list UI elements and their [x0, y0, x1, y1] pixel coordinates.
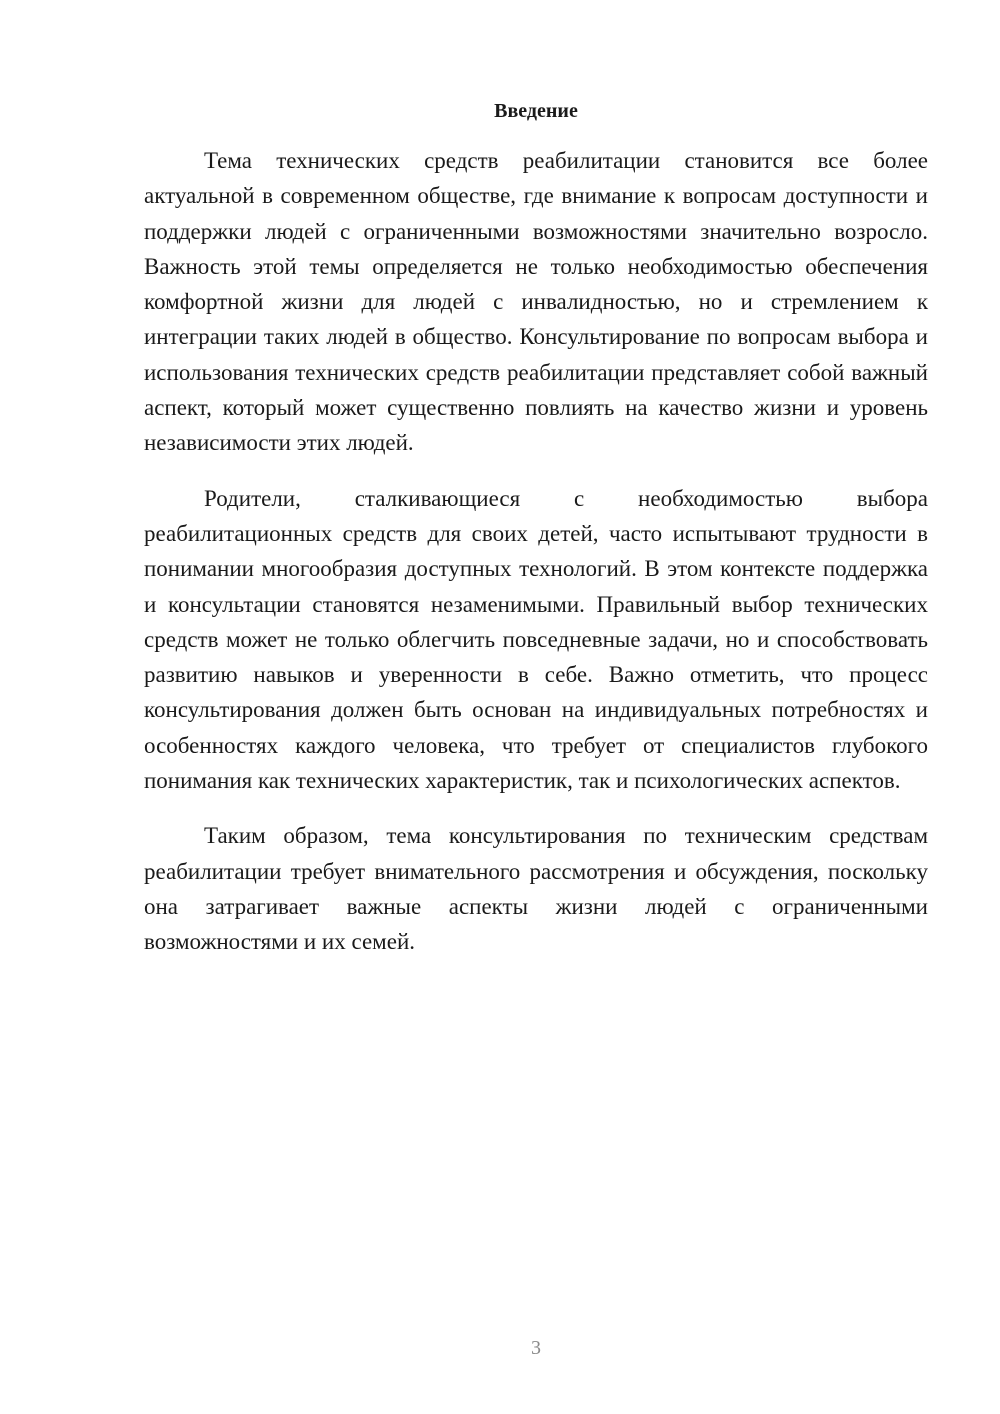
page-number: 3 [531, 1337, 541, 1359]
paragraph-3: Таким образом, тема консультирования по техническим средствам реабилитации требует внимательного рассмотрения и обсуждения, поскольку она затрагивает важные аспекты жизни людей с ограниченными возможностями и их семей. [144, 823, 928, 955]
body-text [144, 143, 928, 980]
page-title: Введение [494, 100, 578, 122]
paragraph-1: Тема технических средств реабилитации становится все более актуальной в современном обществе, где внимание к вопросам доступности и поддержки людей с ограниченными возможностями значительно возросло. Важность этой темы определяется не только необходимостью обеспечения комфортной жизни для людей с инвалидностью, но и стремлением к интеграции таких людей в общество. Консультирование по вопросам выбора и использования технических средств реабилитации представляет собой важный аспект, который может существенно повлиять на качество жизни и уровень независимости этих людей. [144, 148, 928, 456]
paragraph-2: Родители, сталкивающиеся с необходимостью выбора реабилитационных средств для своих детей, часто испытывают трудности в понимании многообразия доступных технологий. В этом контексте поддержка и консультации становятся незаменимыми. Правильный выбор технических средств может не только облегчить повседневные задачи, но и способствовать развитию навыков и уверенности в себе. Важно отметить, что процесс консультирования должен быть основан на индивидуальных потребностях и особенностях каждого человека, что требует от специалистов глубокого понимания как технических характеристик, так и психологических аспектов. [144, 485, 928, 794]
